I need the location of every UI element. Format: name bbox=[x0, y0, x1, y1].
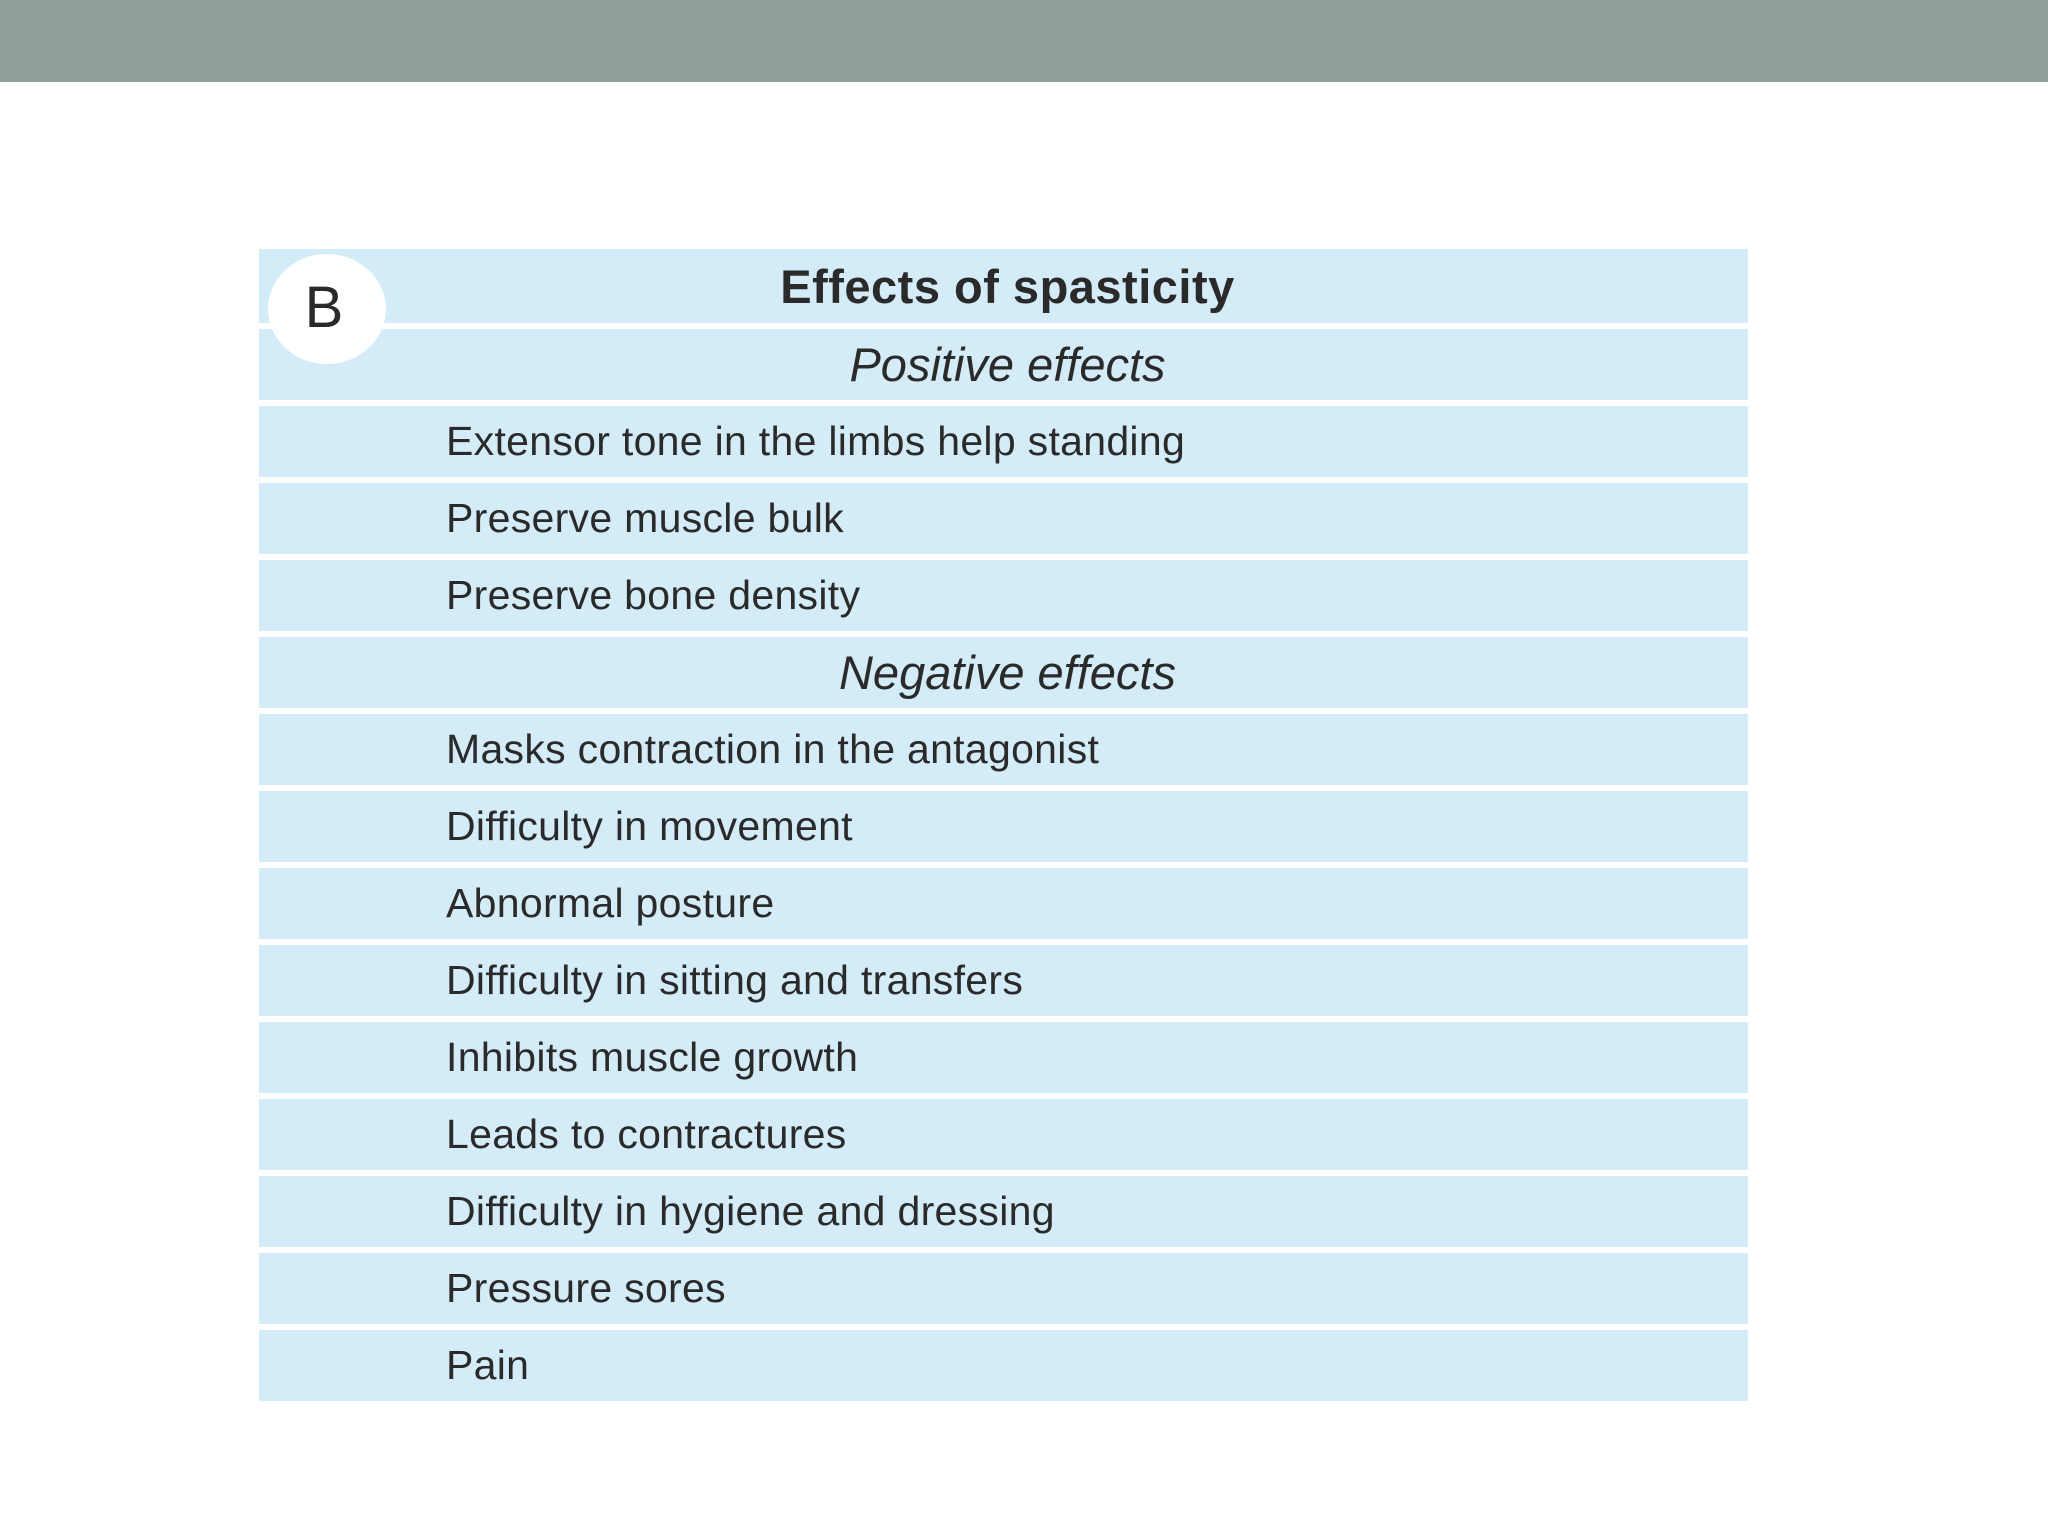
negative-effect-item: Pressure sores bbox=[446, 1265, 726, 1311]
table-row bbox=[259, 1176, 1748, 1247]
positive-effect-item: Extensor tone in the limbs help standing bbox=[446, 418, 1186, 464]
panel-letter-badge bbox=[268, 254, 386, 364]
negative-effects-heading-row bbox=[259, 637, 1748, 708]
negative-effect-item: Difficulty in movement bbox=[446, 803, 853, 849]
table-row bbox=[259, 406, 1748, 477]
panel-letter: B bbox=[304, 274, 344, 340]
table-title: Effects of spasticity bbox=[780, 259, 1235, 313]
table-title-row bbox=[259, 249, 1748, 323]
positive-effects-heading: Positive effects bbox=[849, 338, 1166, 391]
table-row bbox=[259, 945, 1748, 1016]
negative-effect-item: Abnormal posture bbox=[446, 880, 775, 926]
table-row bbox=[259, 714, 1748, 785]
negative-effect-item: Difficulty in hygiene and dressing bbox=[446, 1188, 1055, 1234]
table-row bbox=[259, 1253, 1748, 1324]
spasticity-effects-table bbox=[259, 249, 1748, 1407]
negative-effect-item: Pain bbox=[446, 1342, 530, 1388]
table-row bbox=[259, 483, 1748, 554]
table-row bbox=[259, 1099, 1748, 1170]
negative-effect-item: Masks contraction in the antagonist bbox=[446, 726, 1100, 772]
table-row bbox=[259, 1330, 1748, 1401]
slide-header-bar bbox=[0, 0, 2048, 82]
table-row bbox=[259, 868, 1748, 939]
positive-effects-heading-row bbox=[259, 329, 1748, 400]
positive-effect-item: Preserve bone density bbox=[446, 572, 861, 618]
positive-effect-item: Preserve muscle bulk bbox=[446, 495, 844, 541]
table-row bbox=[259, 560, 1748, 631]
table-row bbox=[259, 791, 1748, 862]
negative-effects-heading: Negative effects bbox=[838, 646, 1176, 699]
negative-effect-item: Inhibits muscle growth bbox=[446, 1034, 859, 1080]
negative-effect-item: Leads to contractures bbox=[446, 1111, 847, 1157]
negative-effect-item: Difficulty in sitting and transfers bbox=[446, 957, 1024, 1003]
table-row bbox=[259, 1022, 1748, 1093]
